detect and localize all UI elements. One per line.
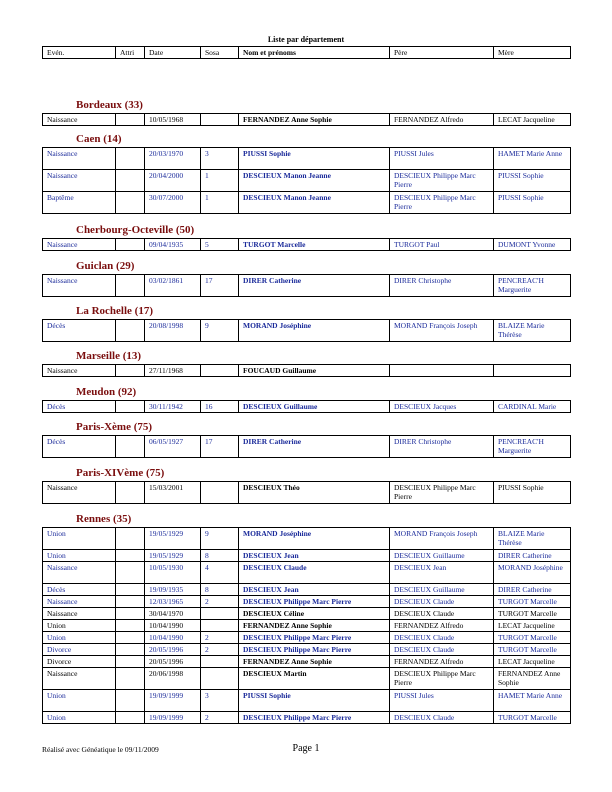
attri-cell bbox=[116, 365, 145, 377]
event-cell: Naissance bbox=[43, 365, 116, 377]
record-row bbox=[43, 656, 571, 668]
record-row bbox=[43, 239, 571, 251]
event-cell: Naissance bbox=[43, 562, 116, 584]
department-table bbox=[42, 319, 571, 342]
name-cell: DESCIEUX Jean bbox=[239, 584, 390, 596]
attri-cell bbox=[116, 239, 145, 251]
father-cell: DESCIEUX Philippe Marc Pierre bbox=[390, 482, 494, 504]
department-table bbox=[42, 527, 571, 724]
event-cell: Naissance bbox=[43, 668, 116, 690]
name-cell: DESCIEUX Manon Jeanne bbox=[239, 192, 390, 214]
event-cell: Naissance bbox=[43, 114, 116, 126]
name-cell: FOUCAUD Guillaume bbox=[239, 365, 390, 377]
event-cell: Union bbox=[43, 620, 116, 632]
attri-cell bbox=[116, 656, 145, 668]
father-cell: DIRER Christophe bbox=[390, 275, 494, 297]
record-row bbox=[43, 192, 571, 214]
father-cell: DESCIEUX Claude bbox=[390, 608, 494, 620]
event-cell: Naissance bbox=[43, 148, 116, 170]
sosa-cell: 8 bbox=[201, 550, 239, 562]
father-cell: FERNANDEZ Alfredo bbox=[390, 114, 494, 126]
sosa-cell: 3 bbox=[201, 690, 239, 712]
page-title: Liste par département bbox=[267, 35, 345, 44]
record-row bbox=[43, 436, 571, 458]
department-heading: Guiclan (29) bbox=[76, 260, 135, 272]
attri-cell bbox=[116, 644, 145, 656]
mother-cell: PENCREAC'H Marguerite bbox=[494, 275, 571, 297]
name-cell: TURGOT Marcelle bbox=[239, 239, 390, 251]
name-cell: DIRER Catherine bbox=[239, 436, 390, 458]
record-row bbox=[43, 644, 571, 656]
department-table bbox=[42, 274, 571, 297]
sosa-cell: 2 bbox=[201, 632, 239, 644]
attri-cell bbox=[116, 401, 145, 413]
date-cell: 30/11/1942 bbox=[145, 401, 201, 413]
name-cell: DESCIEUX Céline bbox=[239, 608, 390, 620]
sosa-cell: 9 bbox=[201, 528, 239, 550]
father-cell: DESCIEUX Claude bbox=[390, 596, 494, 608]
father-cell: DESCIEUX Claude bbox=[390, 644, 494, 656]
event-cell: Divorce bbox=[43, 644, 116, 656]
record-row bbox=[43, 584, 571, 596]
event-cell: Décès bbox=[43, 584, 116, 596]
mother-cell: LECAT Jacqueline bbox=[494, 620, 571, 632]
father-cell: DESCIEUX Guillaume bbox=[390, 584, 494, 596]
sosa-cell: 5 bbox=[201, 239, 239, 251]
header-sosa: Sosa bbox=[201, 47, 239, 59]
mother-cell: CARDINAL Marie bbox=[494, 401, 571, 413]
event-cell: Union bbox=[43, 528, 116, 550]
name-cell: DESCIEUX Manon Jeanne bbox=[239, 170, 390, 192]
event-cell: Naissance bbox=[43, 239, 116, 251]
mother-cell: TURGOT Marcelle bbox=[494, 608, 571, 620]
name-cell: DESCIEUX Guillaume bbox=[239, 401, 390, 413]
date-cell: 20/05/1996 bbox=[145, 644, 201, 656]
sosa-cell: 1 bbox=[201, 192, 239, 214]
department-heading: La Rochelle (17) bbox=[76, 305, 153, 317]
footer-generator-note: Réalisé avec Généatique le 09/11/2009 bbox=[42, 745, 159, 754]
name-cell: MORAND Joséphine bbox=[239, 528, 390, 550]
record-row bbox=[43, 528, 571, 550]
date-cell: 20/06/1998 bbox=[145, 668, 201, 690]
record-row bbox=[43, 170, 571, 192]
name-cell: DIRER Catherine bbox=[239, 275, 390, 297]
header-attri: Attri bbox=[116, 47, 145, 59]
date-cell: 27/11/1968 bbox=[145, 365, 201, 377]
sosa-cell bbox=[201, 656, 239, 668]
department-table bbox=[42, 238, 571, 251]
mother-cell: HAMET Marie Anne bbox=[494, 690, 571, 712]
department-table bbox=[42, 113, 571, 126]
date-cell: 20/03/1970 bbox=[145, 148, 201, 170]
event-cell: Baptême bbox=[43, 192, 116, 214]
date-cell: 20/08/1998 bbox=[145, 320, 201, 342]
mother-cell: DIRER Catherine bbox=[494, 550, 571, 562]
record-row bbox=[43, 562, 571, 584]
mother-cell: LECAT Jacqueline bbox=[494, 114, 571, 126]
department-table bbox=[42, 147, 571, 214]
name-cell: DESCIEUX Martin bbox=[239, 668, 390, 690]
date-cell: 30/07/2000 bbox=[145, 192, 201, 214]
attri-cell bbox=[116, 275, 145, 297]
event-cell: Décès bbox=[43, 436, 116, 458]
column-header-table bbox=[42, 46, 571, 59]
record-row bbox=[43, 608, 571, 620]
date-cell: 10/05/1930 bbox=[145, 562, 201, 584]
department-heading: Rennes (35) bbox=[76, 513, 132, 525]
sosa-cell: 2 bbox=[201, 712, 239, 724]
sosa-cell: 4 bbox=[201, 562, 239, 584]
mother-cell: FERNANDEZ Anne Sophie bbox=[494, 668, 571, 690]
header-name: Nom et prénoms bbox=[239, 47, 390, 59]
mother-cell: DIRER Catherine bbox=[494, 584, 571, 596]
record-row bbox=[43, 275, 571, 297]
sosa-cell bbox=[201, 114, 239, 126]
father-cell: MORAND François Joseph bbox=[390, 320, 494, 342]
mother-cell: TURGOT Marcelle bbox=[494, 632, 571, 644]
page-number: Page 1 bbox=[292, 743, 320, 754]
attri-cell bbox=[116, 114, 145, 126]
header-mother: Mère bbox=[494, 47, 571, 59]
header-event: Evén. bbox=[43, 47, 116, 59]
department-heading: Meudon (92) bbox=[76, 386, 137, 398]
date-cell: 19/09/1999 bbox=[145, 690, 201, 712]
sosa-cell bbox=[201, 365, 239, 377]
name-cell: FERNANDEZ Anne Sophie bbox=[239, 656, 390, 668]
record-row bbox=[43, 620, 571, 632]
date-cell: 30/04/1970 bbox=[145, 608, 201, 620]
attri-cell bbox=[116, 192, 145, 214]
date-cell: 06/05/1927 bbox=[145, 436, 201, 458]
attri-cell bbox=[116, 550, 145, 562]
department-table bbox=[42, 481, 571, 504]
record-row bbox=[43, 148, 571, 170]
mother-cell: TURGOT Marcelle bbox=[494, 644, 571, 656]
date-cell: 10/04/1990 bbox=[145, 620, 201, 632]
sosa-cell bbox=[201, 668, 239, 690]
date-cell: 19/09/1935 bbox=[145, 584, 201, 596]
mother-cell: TURGOT Marcelle bbox=[494, 596, 571, 608]
mother-cell: MORAND Joséphine bbox=[494, 562, 571, 584]
event-cell: Divorce bbox=[43, 656, 116, 668]
attri-cell bbox=[116, 170, 145, 192]
attri-cell bbox=[116, 148, 145, 170]
record-row bbox=[43, 596, 571, 608]
father-cell: DESCIEUX Claude bbox=[390, 712, 494, 724]
sosa-cell bbox=[201, 482, 239, 504]
name-cell: FERNANDEZ Anne Sophie bbox=[239, 620, 390, 632]
date-cell: 20/04/2000 bbox=[145, 170, 201, 192]
name-cell: DESCIEUX Philippe Marc Pierre bbox=[239, 644, 390, 656]
father-cell: MORAND François Joseph bbox=[390, 528, 494, 550]
date-cell: 09/04/1935 bbox=[145, 239, 201, 251]
event-cell: Naissance bbox=[43, 482, 116, 504]
date-cell: 10/05/1968 bbox=[145, 114, 201, 126]
attri-cell bbox=[116, 668, 145, 690]
event-cell: Décès bbox=[43, 320, 116, 342]
father-cell: FERNANDEZ Alfredo bbox=[390, 620, 494, 632]
sosa-cell: 3 bbox=[201, 148, 239, 170]
name-cell: PIUSSI Sophie bbox=[239, 148, 390, 170]
father-cell: DESCIEUX Jacques bbox=[390, 401, 494, 413]
attri-cell bbox=[116, 690, 145, 712]
father-cell: FERNANDEZ Alfredo bbox=[390, 656, 494, 668]
department-heading: Paris-Xème (75) bbox=[76, 421, 153, 433]
sosa-cell: 8 bbox=[201, 584, 239, 596]
mother-cell: DUMONT Yvonne bbox=[494, 239, 571, 251]
mother-cell: TURGOT Marcelle bbox=[494, 712, 571, 724]
father-cell: DESCIEUX Jean bbox=[390, 562, 494, 584]
mother-cell: HAMET Marie Anne bbox=[494, 148, 571, 170]
father-cell: DIRER Christophe bbox=[390, 436, 494, 458]
record-row bbox=[43, 320, 571, 342]
date-cell: 15/03/2001 bbox=[145, 482, 201, 504]
sosa-cell: 2 bbox=[201, 644, 239, 656]
record-row bbox=[43, 401, 571, 413]
sosa-cell: 9 bbox=[201, 320, 239, 342]
header-father: Père bbox=[390, 47, 494, 59]
father-cell: DESCIEUX Guillaume bbox=[390, 550, 494, 562]
father-cell: DESCIEUX Claude bbox=[390, 632, 494, 644]
event-cell: Naissance bbox=[43, 275, 116, 297]
attri-cell bbox=[116, 632, 145, 644]
date-cell: 03/02/1861 bbox=[145, 275, 201, 297]
attri-cell bbox=[116, 712, 145, 724]
mother-cell bbox=[494, 365, 571, 377]
attri-cell bbox=[116, 528, 145, 550]
father-cell: DESCIEUX Philippe Marc Pierre bbox=[390, 170, 494, 192]
department-table bbox=[42, 400, 571, 413]
sosa-cell: 1 bbox=[201, 170, 239, 192]
date-cell: 19/09/1999 bbox=[145, 712, 201, 724]
sosa-cell bbox=[201, 620, 239, 632]
mother-cell: PIUSSI Sophie bbox=[494, 482, 571, 504]
name-cell: DESCIEUX Jean bbox=[239, 550, 390, 562]
mother-cell: PIUSSI Sophie bbox=[494, 170, 571, 192]
father-cell: TURGOT Paul bbox=[390, 239, 494, 251]
name-cell: DESCIEUX Théo bbox=[239, 482, 390, 504]
date-cell: 19/05/1929 bbox=[145, 550, 201, 562]
name-cell: DESCIEUX Philippe Marc Pierre bbox=[239, 596, 390, 608]
mother-cell: BLAIZE Marie Thérèse bbox=[494, 320, 571, 342]
event-cell: Naissance bbox=[43, 596, 116, 608]
event-cell: Naissance bbox=[43, 608, 116, 620]
attri-cell bbox=[116, 620, 145, 632]
name-cell: DESCIEUX Philippe Marc Pierre bbox=[239, 632, 390, 644]
date-cell: 10/04/1990 bbox=[145, 632, 201, 644]
record-row bbox=[43, 365, 571, 377]
event-cell: Décès bbox=[43, 401, 116, 413]
date-cell: 19/05/1929 bbox=[145, 528, 201, 550]
department-heading: Bordeaux (33) bbox=[76, 99, 143, 111]
father-cell: PIUSSI Jules bbox=[390, 690, 494, 712]
header-date: Date bbox=[145, 47, 201, 59]
event-cell: Union bbox=[43, 712, 116, 724]
department-heading: Paris-XIVème (75) bbox=[76, 467, 165, 479]
sosa-cell: 16 bbox=[201, 401, 239, 413]
mother-cell: PENCREAC'H Marguerite bbox=[494, 436, 571, 458]
name-cell: DESCIEUX Philippe Marc Pierre bbox=[239, 712, 390, 724]
record-row bbox=[43, 482, 571, 504]
attri-cell bbox=[116, 562, 145, 584]
event-cell: Union bbox=[43, 550, 116, 562]
attri-cell bbox=[116, 320, 145, 342]
event-cell: Union bbox=[43, 632, 116, 644]
record-row bbox=[43, 712, 571, 724]
record-row bbox=[43, 690, 571, 712]
record-row bbox=[43, 550, 571, 562]
attri-cell bbox=[116, 436, 145, 458]
date-cell: 12/03/1965 bbox=[145, 596, 201, 608]
attri-cell bbox=[116, 584, 145, 596]
attri-cell bbox=[116, 482, 145, 504]
record-row bbox=[43, 668, 571, 690]
sosa-cell: 17 bbox=[201, 436, 239, 458]
sosa-cell: 17 bbox=[201, 275, 239, 297]
record-row bbox=[43, 632, 571, 644]
department-table bbox=[42, 364, 571, 377]
event-cell: Naissance bbox=[43, 170, 116, 192]
date-cell: 20/05/1996 bbox=[145, 656, 201, 668]
mother-cell: LECAT Jacqueline bbox=[494, 656, 571, 668]
record-row bbox=[43, 114, 571, 126]
name-cell: DESCIEUX Claude bbox=[239, 562, 390, 584]
department-heading: Marseille (13) bbox=[76, 350, 142, 362]
department-heading: Cherbourg-Octeville (50) bbox=[76, 224, 195, 236]
department-heading: Caen (14) bbox=[76, 133, 122, 145]
father-cell: PIUSSI Jules bbox=[390, 148, 494, 170]
attri-cell bbox=[116, 608, 145, 620]
mother-cell: BLAIZE Marie Thérèse bbox=[494, 528, 571, 550]
department-table bbox=[42, 435, 571, 458]
sosa-cell: 2 bbox=[201, 596, 239, 608]
father-cell: DESCIEUX Philippe Marc Pierre bbox=[390, 192, 494, 214]
father-cell: DESCIEUX Philippe Marc Pierre bbox=[390, 668, 494, 690]
name-cell: FERNANDEZ Anne Sophie bbox=[239, 114, 390, 126]
event-cell: Union bbox=[43, 690, 116, 712]
sosa-cell bbox=[201, 608, 239, 620]
mother-cell: PIUSSI Sophie bbox=[494, 192, 571, 214]
name-cell: PIUSSI Sophie bbox=[239, 690, 390, 712]
name-cell: MORAND Joséphine bbox=[239, 320, 390, 342]
father-cell bbox=[390, 365, 494, 377]
attri-cell bbox=[116, 596, 145, 608]
